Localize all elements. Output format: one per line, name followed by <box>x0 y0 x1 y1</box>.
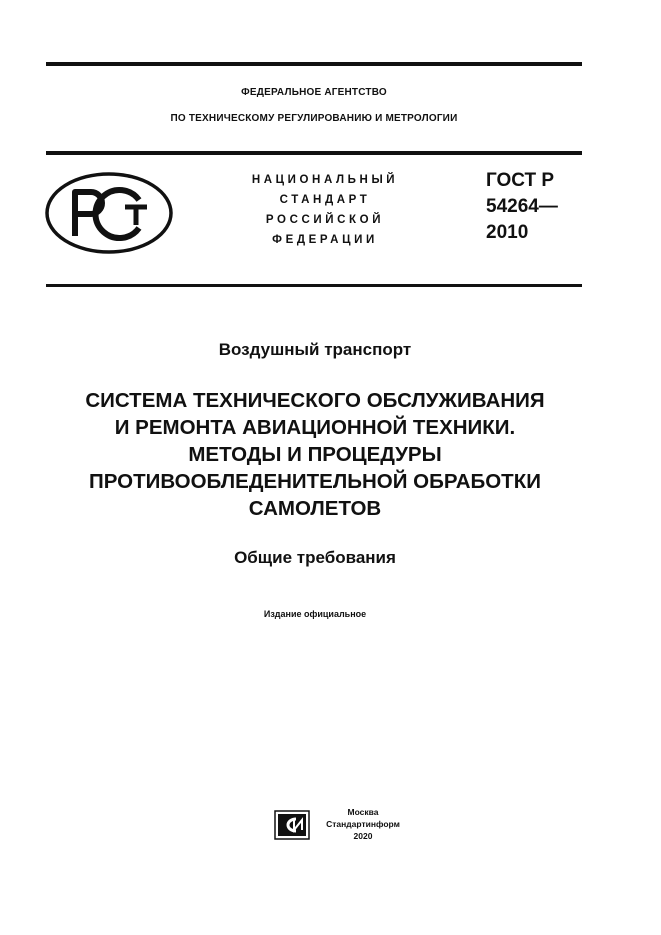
rst-certification-logo-icon <box>45 172 173 254</box>
national-standard-label <box>225 170 425 250</box>
edition-label: Издание официальное <box>263 609 367 619</box>
title-line: САМОЛЕТОВ <box>248 497 382 520</box>
title-line: ПРОТИВООБЛЕДЕНИТЕЛЬНОЙ ОБРАБОТКИ <box>89 470 541 493</box>
section-rule <box>46 284 582 287</box>
document-title <box>40 387 590 522</box>
top-rule <box>46 62 582 66</box>
standartinform-logo-icon <box>274 810 310 840</box>
title-line: МЕТОДЫ И ПРОЦЕДУРЫ <box>188 443 442 466</box>
national-standard-line: НАЦИОНАЛЬНЫЙ <box>251 174 399 186</box>
title-line: СИСТЕМА ТЕХНИЧЕСКОГО ОБСЛУЖИВАНИЯ <box>85 389 545 412</box>
national-standard-line: СТАНДАРТ <box>279 194 371 206</box>
national-standard-line: ФЕДЕРАЦИИ <box>272 234 378 246</box>
agency-line-1: ФЕДЕРАЛЬНОЕ АГЕНТСТВО <box>241 87 387 98</box>
national-standard-line: РОССИЙСКОЙ <box>265 214 385 226</box>
agency-line-2: ПО ТЕХНИЧЕСКОМУ РЕГУЛИРОВАНИЮ И МЕТРОЛОГИИ <box>170 113 458 124</box>
publisher-year: 2020 <box>353 831 373 841</box>
gost-line: 54264— <box>486 196 558 217</box>
document-subject: Воздушный транспорт <box>218 340 412 359</box>
publisher-name: Стандартинформ <box>326 819 400 829</box>
gost-line: 2010 <box>486 222 529 243</box>
gost-number <box>486 168 558 246</box>
publisher-info <box>318 806 408 842</box>
gost-line: ГОСТ Р <box>486 170 555 191</box>
title-line: И РЕМОНТА АВИАЦИОННОЙ ТЕХНИКИ. <box>114 416 516 439</box>
document-subtitle: Общие требования <box>234 548 396 567</box>
header-rule <box>46 151 582 155</box>
publisher-city: Москва <box>347 807 379 817</box>
